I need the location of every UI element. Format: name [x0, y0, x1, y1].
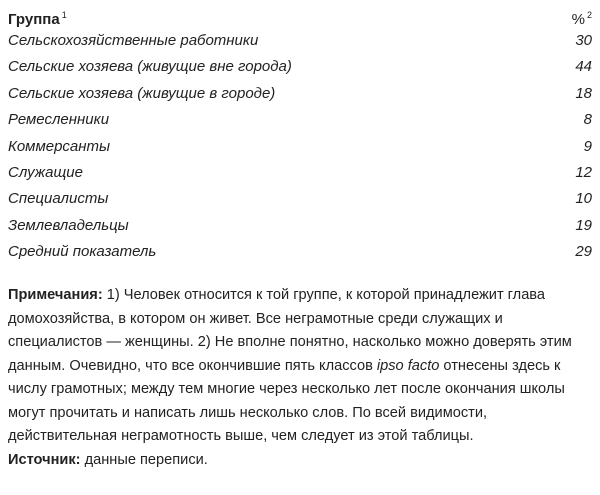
source-text: данные переписи. — [80, 451, 208, 468]
table-row-average — [8, 239, 592, 265]
table-row — [8, 28, 592, 54]
group-cell: Средний показатель — [8, 243, 157, 261]
group-cell: Землевладельцы — [8, 216, 129, 234]
table-header — [8, 3, 592, 28]
percent-header-label: % — [571, 11, 585, 28]
group-cell: Специалисты — [8, 190, 109, 208]
percent-footnote-mark: 2 — [586, 10, 592, 20]
group-cell: Сельские хозяева (живущие в городе) — [8, 84, 276, 102]
percent-cell: 44 — [575, 58, 592, 76]
group-footnote-mark: 1 — [61, 10, 67, 20]
group-cell: Служащие — [8, 163, 83, 181]
notes-text-part2: отнесены здесь к числу грамотных; между тем многие через несколько лет после окончания школы могут прочитать и написать лишь несколько слов. По всей видимости, действительная неграмотность выше, чем следует из этой таблицы. — [8, 357, 565, 444]
percent-cell: 18 — [575, 84, 592, 102]
data-table — [8, 3, 592, 266]
percent-cell: 10 — [575, 190, 592, 208]
percent-cell: 9 — [583, 137, 592, 155]
group-cell: Сельские хозяева (живущие вне города) — [8, 58, 292, 76]
table-row — [8, 54, 592, 80]
group-header-label: Группа — [8, 11, 60, 28]
group-cell: Коммерсанты — [8, 137, 111, 155]
table-row — [8, 134, 592, 160]
notes-emphasis: ipso facto — [376, 357, 440, 374]
notes-block — [8, 284, 592, 472]
percent-cell: 8 — [583, 111, 592, 129]
table-row — [8, 213, 592, 239]
notes-text-part1: 1) Человек относится к той группе, к которой принадлежит глава домохозяйства, в котором он живет. Все неграмотные среди служащих и специалистов — женщины. 2) Не вполне понятно, насколько можно доверять этим данным. Очевидно, что все окончившие пять классов — [8, 287, 572, 374]
percent-cell: 29 — [575, 243, 592, 261]
group-cell: Сельскохозяйственные работники — [8, 32, 259, 49]
source-label: Источник: — [8, 451, 81, 468]
percent-cell: 19 — [575, 216, 592, 234]
table-row — [8, 81, 592, 107]
group-cell: Ремесленники — [8, 111, 110, 129]
notes-label: Примечания: — [8, 287, 103, 303]
table-row — [8, 107, 592, 133]
percent-cell: 12 — [575, 163, 592, 181]
notes-paragraph — [8, 284, 592, 449]
source-paragraph — [8, 449, 592, 473]
table-row — [8, 160, 592, 186]
percent-cell: 30 — [575, 32, 592, 49]
table-row — [8, 186, 592, 212]
